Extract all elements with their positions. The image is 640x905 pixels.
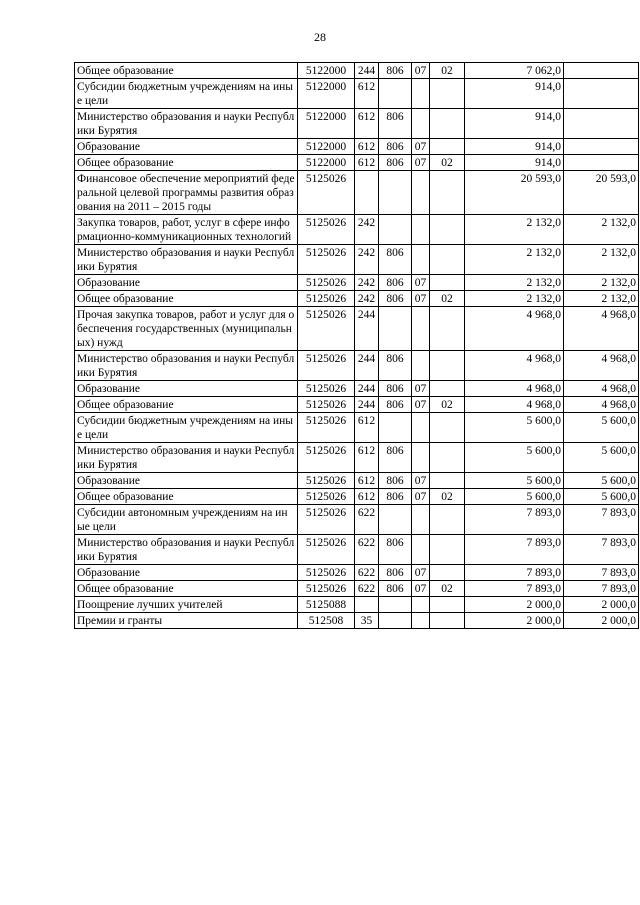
budget-table	[74, 62, 639, 629]
section-cell: 07	[412, 291, 430, 307]
target-article-cell: 5122000	[298, 109, 355, 139]
amount-cell: 2 000,0	[465, 613, 564, 629]
row-name-cell: Финансовое обеспечение мероприятий федеральной целевой программы развития образования на 2011 – 2015 годы	[75, 171, 298, 215]
federal-amount-cell: 2 132,0	[564, 275, 639, 291]
section-cell	[412, 443, 430, 473]
table-row	[75, 597, 639, 613]
section-cell: 07	[412, 381, 430, 397]
table-row	[75, 109, 639, 139]
ministry-code-cell: 806	[379, 565, 412, 581]
ministry-code-cell: 806	[379, 443, 412, 473]
subsection-cell: 02	[430, 581, 465, 597]
ministry-code-cell: 806	[379, 351, 412, 381]
row-name-cell: Министерство образования и науки Республики Бурятия	[75, 351, 298, 381]
federal-amount-cell	[564, 155, 639, 171]
section-cell	[412, 535, 430, 565]
ministry-code-cell: 806	[379, 275, 412, 291]
target-article-cell: 5125026	[298, 413, 355, 443]
federal-amount-cell: 4 968,0	[564, 381, 639, 397]
table-row	[75, 397, 639, 413]
expense-type-cell: 35	[355, 613, 379, 629]
subsection-cell: 02	[430, 63, 465, 79]
federal-amount-cell: 20 593,0	[564, 171, 639, 215]
subsection-cell: 02	[430, 155, 465, 171]
ministry-code-cell: 806	[379, 489, 412, 505]
expense-type-cell: 242	[355, 245, 379, 275]
target-article-cell: 5122000	[298, 139, 355, 155]
amount-cell: 7 893,0	[465, 565, 564, 581]
expense-type-cell: 612	[355, 473, 379, 489]
section-cell: 07	[412, 489, 430, 505]
row-name-cell: Министерство образования и науки Республики Бурятия	[75, 109, 298, 139]
target-article-cell: 5125026	[298, 473, 355, 489]
target-article-cell: 5125026	[298, 565, 355, 581]
federal-amount-cell: 7 893,0	[564, 581, 639, 597]
target-article-cell: 5125026	[298, 275, 355, 291]
target-article-cell: 5122000	[298, 63, 355, 79]
row-name-cell: Образование	[75, 565, 298, 581]
amount-cell: 7 893,0	[465, 581, 564, 597]
federal-amount-cell: 2 000,0	[564, 613, 639, 629]
ministry-code-cell: 806	[379, 397, 412, 413]
table-row	[75, 443, 639, 473]
expense-type-cell: 622	[355, 581, 379, 597]
section-cell	[412, 79, 430, 109]
row-name-cell: Общее образование	[75, 291, 298, 307]
ministry-code-cell: 806	[379, 535, 412, 565]
federal-amount-cell: 7 893,0	[564, 565, 639, 581]
table-row	[75, 581, 639, 597]
row-name-cell: Образование	[75, 381, 298, 397]
table-row	[75, 489, 639, 505]
expense-type-cell: 622	[355, 565, 379, 581]
row-name-cell: Образование	[75, 473, 298, 489]
table-row	[75, 275, 639, 291]
amount-cell: 20 593,0	[465, 171, 564, 215]
ministry-code-cell	[379, 413, 412, 443]
amount-cell: 7 893,0	[465, 535, 564, 565]
expense-type-cell: 242	[355, 275, 379, 291]
ministry-code-cell: 806	[379, 473, 412, 489]
target-article-cell: 5125026	[298, 215, 355, 245]
row-name-cell: Премии и гранты	[75, 613, 298, 629]
federal-amount-cell: 2 132,0	[564, 245, 639, 275]
subsection-cell	[430, 139, 465, 155]
ministry-code-cell: 806	[379, 381, 412, 397]
federal-amount-cell: 5 600,0	[564, 473, 639, 489]
subsection-cell: 02	[430, 397, 465, 413]
federal-amount-cell	[564, 109, 639, 139]
target-article-cell: 5125026	[298, 381, 355, 397]
amount-cell: 2 132,0	[465, 291, 564, 307]
section-cell	[412, 215, 430, 245]
section-cell: 07	[412, 473, 430, 489]
ministry-code-cell	[379, 505, 412, 535]
ministry-code-cell	[379, 171, 412, 215]
table-row	[75, 171, 639, 215]
amount-cell: 2 132,0	[465, 275, 564, 291]
subsection-cell: 02	[430, 291, 465, 307]
row-name-cell: Общее образование	[75, 63, 298, 79]
amount-cell: 2 000,0	[465, 597, 564, 613]
section-cell	[412, 109, 430, 139]
amount-cell: 914,0	[465, 139, 564, 155]
table-row	[75, 473, 639, 489]
expense-type-cell: 612	[355, 139, 379, 155]
amount-cell: 5 600,0	[465, 443, 564, 473]
subsection-cell	[430, 215, 465, 245]
table-row	[75, 245, 639, 275]
table-row	[75, 413, 639, 443]
ministry-code-cell: 806	[379, 155, 412, 171]
target-article-cell: 5125026	[298, 171, 355, 215]
amount-cell: 4 968,0	[465, 397, 564, 413]
amount-cell: 4 968,0	[465, 381, 564, 397]
row-name-cell: Общее образование	[75, 155, 298, 171]
ministry-code-cell	[379, 215, 412, 245]
federal-amount-cell: 5 600,0	[564, 413, 639, 443]
subsection-cell: 02	[430, 489, 465, 505]
table-row	[75, 291, 639, 307]
expense-type-cell: 244	[355, 397, 379, 413]
ministry-code-cell: 806	[379, 581, 412, 597]
row-name-cell: Субсидии автономным учреждениям на иные цели	[75, 505, 298, 535]
subsection-cell	[430, 381, 465, 397]
expense-type-cell: 244	[355, 381, 379, 397]
row-name-cell: Образование	[75, 139, 298, 155]
federal-amount-cell: 7 893,0	[564, 505, 639, 535]
amount-cell: 7 893,0	[465, 505, 564, 535]
row-name-cell: Субсидии бюджетным учреждениям на иные цели	[75, 413, 298, 443]
row-name-cell: Министерство образования и науки Республики Бурятия	[75, 443, 298, 473]
expense-type-cell: 612	[355, 443, 379, 473]
target-article-cell: 512508	[298, 613, 355, 629]
ministry-code-cell: 806	[379, 139, 412, 155]
table-row	[75, 307, 639, 351]
federal-amount-cell: 2 132,0	[564, 215, 639, 245]
amount-cell: 5 600,0	[465, 413, 564, 443]
target-article-cell: 5125026	[298, 397, 355, 413]
table-row	[75, 613, 639, 629]
target-article-cell: 5125026	[298, 307, 355, 351]
ministry-code-cell: 806	[379, 291, 412, 307]
section-cell	[412, 245, 430, 275]
subsection-cell	[430, 245, 465, 275]
subsection-cell	[430, 413, 465, 443]
amount-cell: 2 132,0	[465, 245, 564, 275]
expense-type-cell: 612	[355, 109, 379, 139]
expense-type-cell: 622	[355, 535, 379, 565]
section-cell	[412, 171, 430, 215]
federal-amount-cell: 5 600,0	[564, 443, 639, 473]
amount-cell: 5 600,0	[465, 489, 564, 505]
budget-table-body	[75, 63, 639, 629]
row-name-cell: Общее образование	[75, 581, 298, 597]
table-row	[75, 535, 639, 565]
target-article-cell: 5125026	[298, 291, 355, 307]
federal-amount-cell	[564, 79, 639, 109]
amount-cell: 4 968,0	[465, 351, 564, 381]
expense-type-cell: 622	[355, 505, 379, 535]
subsection-cell	[430, 351, 465, 381]
row-name-cell: Субсидии бюджетным учреждениям на иные цели	[75, 79, 298, 109]
federal-amount-cell: 7 893,0	[564, 535, 639, 565]
target-article-cell: 5125026	[298, 505, 355, 535]
table-row	[75, 139, 639, 155]
expense-type-cell	[355, 597, 379, 613]
section-cell	[412, 351, 430, 381]
subsection-cell	[430, 597, 465, 613]
ministry-code-cell: 806	[379, 63, 412, 79]
subsection-cell	[430, 79, 465, 109]
federal-amount-cell: 4 968,0	[564, 307, 639, 351]
expense-type-cell: 244	[355, 351, 379, 381]
section-cell	[412, 307, 430, 351]
ministry-code-cell	[379, 597, 412, 613]
expense-type-cell: 244	[355, 307, 379, 351]
target-article-cell: 5125026	[298, 351, 355, 381]
row-name-cell: Общее образование	[75, 489, 298, 505]
ministry-code-cell	[379, 79, 412, 109]
table-row	[75, 565, 639, 581]
section-cell	[412, 505, 430, 535]
section-cell	[412, 597, 430, 613]
target-article-cell: 5122000	[298, 155, 355, 171]
ministry-code-cell	[379, 613, 412, 629]
federal-amount-cell: 5 600,0	[564, 489, 639, 505]
amount-cell: 914,0	[465, 109, 564, 139]
row-name-cell: Прочая закупка товаров, работ и услуг для обеспечения государственных (муниципальных) нужд	[75, 307, 298, 351]
subsection-cell	[430, 109, 465, 139]
table-row	[75, 351, 639, 381]
table-row	[75, 79, 639, 109]
table-row	[75, 155, 639, 171]
amount-cell: 4 968,0	[465, 307, 564, 351]
row-name-cell: Закупка товаров, работ, услуг в сфере информационно-коммуникационных технологий	[75, 215, 298, 245]
target-article-cell: 5125026	[298, 489, 355, 505]
amount-cell: 914,0	[465, 79, 564, 109]
expense-type-cell: 242	[355, 291, 379, 307]
section-cell: 07	[412, 155, 430, 171]
subsection-cell	[430, 171, 465, 215]
section-cell: 07	[412, 63, 430, 79]
row-name-cell: Министерство образования и науки Республики Бурятия	[75, 535, 298, 565]
subsection-cell	[430, 443, 465, 473]
section-cell: 07	[412, 139, 430, 155]
expense-type-cell: 242	[355, 215, 379, 245]
subsection-cell	[430, 275, 465, 291]
amount-cell: 7 062,0	[465, 63, 564, 79]
subsection-cell	[430, 307, 465, 351]
table-row	[75, 215, 639, 245]
section-cell: 07	[412, 275, 430, 291]
row-name-cell: Министерство образования и науки Республики Бурятия	[75, 245, 298, 275]
federal-amount-cell	[564, 63, 639, 79]
section-cell: 07	[412, 565, 430, 581]
federal-amount-cell: 4 968,0	[564, 351, 639, 381]
target-article-cell: 5125026	[298, 443, 355, 473]
federal-amount-cell: 2 132,0	[564, 291, 639, 307]
section-cell	[412, 613, 430, 629]
expense-type-cell: 244	[355, 63, 379, 79]
ministry-code-cell: 806	[379, 109, 412, 139]
federal-amount-cell: 4 968,0	[564, 397, 639, 413]
amount-cell: 5 600,0	[465, 473, 564, 489]
table-row	[75, 381, 639, 397]
subsection-cell	[430, 535, 465, 565]
table-row	[75, 63, 639, 79]
amount-cell: 2 132,0	[465, 215, 564, 245]
row-name-cell: Общее образование	[75, 397, 298, 413]
subsection-cell	[430, 505, 465, 535]
subsection-cell	[430, 565, 465, 581]
target-article-cell: 5122000	[298, 79, 355, 109]
expense-type-cell	[355, 171, 379, 215]
expense-type-cell: 612	[355, 79, 379, 109]
target-article-cell: 5125026	[298, 535, 355, 565]
row-name-cell: Поощрение лучших учителей	[75, 597, 298, 613]
amount-cell: 914,0	[465, 155, 564, 171]
ministry-code-cell: 806	[379, 245, 412, 275]
subsection-cell	[430, 473, 465, 489]
target-article-cell: 5125026	[298, 245, 355, 275]
table-row	[75, 505, 639, 535]
expense-type-cell: 612	[355, 489, 379, 505]
expense-type-cell: 612	[355, 155, 379, 171]
subsection-cell	[430, 613, 465, 629]
target-article-cell: 5125088	[298, 597, 355, 613]
federal-amount-cell: 2 000,0	[564, 597, 639, 613]
row-name-cell: Образование	[75, 275, 298, 291]
ministry-code-cell	[379, 307, 412, 351]
section-cell: 07	[412, 397, 430, 413]
target-article-cell: 5125026	[298, 581, 355, 597]
section-cell: 07	[412, 581, 430, 597]
page-number: 28	[314, 30, 326, 44]
federal-amount-cell	[564, 139, 639, 155]
expense-type-cell: 612	[355, 413, 379, 443]
section-cell	[412, 413, 430, 443]
